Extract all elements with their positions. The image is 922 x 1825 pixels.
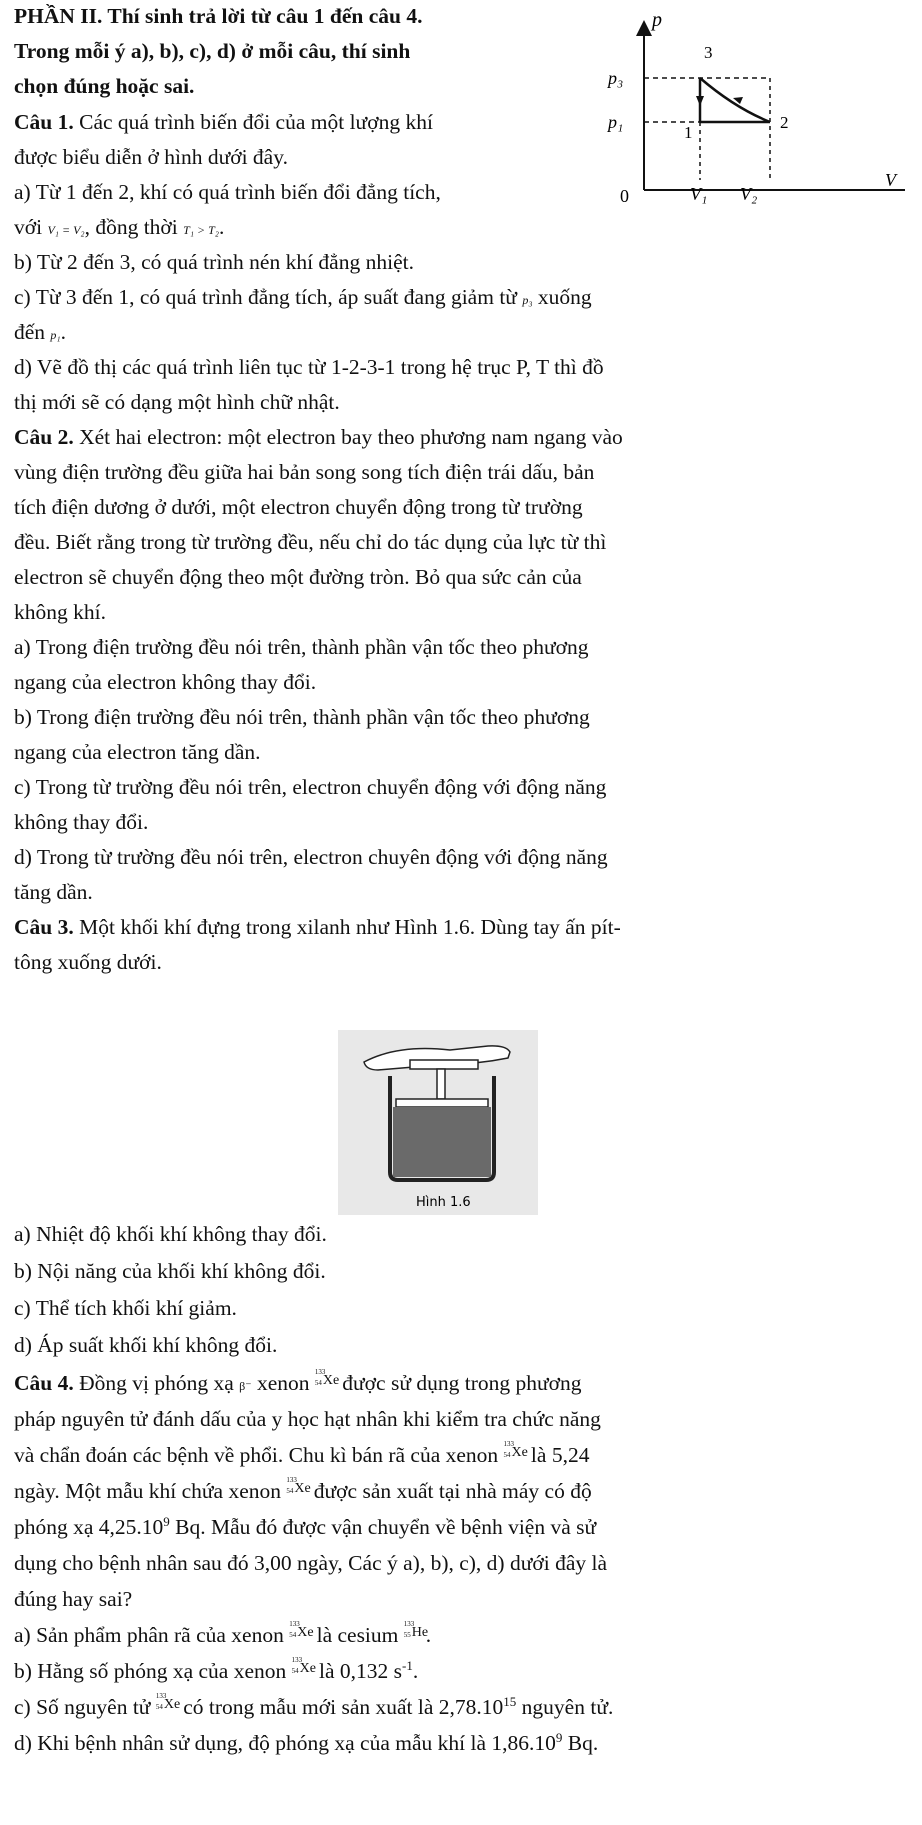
- pv-diagram: [600, 0, 918, 210]
- piston-handle-icon: [410, 1060, 478, 1069]
- q1-stem-line-2: được biểu diễn ở hình dưới đây.: [14, 145, 288, 169]
- q1-option-a-line-1: a) Từ 1 đến 2, khí có quá trình biến đổi đẳng tích,: [14, 180, 441, 204]
- q2-option-b-line-1: b) Trong điện trường đều nói trên, thành phần vận tốc theo phương: [14, 705, 590, 729]
- cylinder-figure: [338, 1030, 538, 1215]
- q1-stem-line-1: Câu 1. Các quá trình biến đổi của một lượng khí: [14, 110, 433, 134]
- q3-option-b: b) Nội năng của khối khí không đổi.: [14, 1259, 326, 1283]
- p1-label: p₁: [608, 112, 624, 132]
- q2-option-d-line-2: tăng dần.: [14, 880, 93, 904]
- q3-label: Câu 3.: [14, 915, 74, 939]
- xenon-isotope: 133 54 Xe: [286, 1476, 311, 1496]
- q1-option-c-line-2: đến p₁.: [14, 320, 66, 344]
- q3-option-c: c) Thể tích khối khí giảm.: [14, 1296, 237, 1320]
- axis-v-label: V: [885, 170, 896, 190]
- q2-label: Câu 2.: [14, 425, 74, 449]
- section-header-line-3: chọn đúng hoặc sai.: [14, 74, 195, 98]
- q1-option-d-line-1: d) Vẽ đồ thị các quá trình liên tục từ 1-2-3-1 trong hệ trục P, T thì đồ: [14, 355, 604, 379]
- q4-stem-line-3: và chẩn đoán các bệnh về phổi. Chu kì bán rã của xenon 133 54 Xe là 5,24: [14, 1440, 590, 1467]
- piston-rod-icon: [437, 1069, 445, 1099]
- section-header-line-2: Trong mỗi ý a), b), c), d) ở mỗi câu, thí sinh: [14, 39, 411, 63]
- q3-option-d: d) Áp suất khối khí không đổi.: [14, 1333, 278, 1357]
- point-1-label: 1: [684, 123, 693, 142]
- v2-label: V₂: [740, 184, 758, 204]
- helium-isotope: 133 55 He: [403, 1620, 429, 1640]
- q2-option-c-line-1: c) Trong từ trường đều nói trên, electron chuyển động với động năng: [14, 775, 607, 799]
- process-2-3: [700, 78, 770, 122]
- q4-stem-line-5: phóng xạ 4,25.10$^9$ Bq. Mẫu đó được vận chuyển về bệnh viện và sử: [14, 1513, 597, 1539]
- q2-stem-line-3: tích điện dương ở dưới, một electron chuyển động trong từ trường: [14, 495, 583, 519]
- section-header-line-1: PHẦN II. Thí sinh trả lời từ câu 1 đến câu 4.: [14, 4, 423, 28]
- q1-option-c-line-1: c) Từ 3 đến 1, có quá trình đẳng tích, áp suất đang giảm từ p₃ xuống: [14, 285, 592, 309]
- point-3-label: 3: [704, 43, 713, 62]
- q2-stem-line-4: đều. Biết rằng trong từ trường đều, nếu chỉ do tác dụng của lực từ thì: [14, 530, 607, 554]
- q4-stem-line-1: Câu 4. Đồng vị phóng xạ β⁻ xenon 133 54 Xe được sử dụng trong phương: [14, 1368, 582, 1395]
- q2-option-d-line-1: d) Trong từ trường đều nói trên, electron chuyên động với động năng: [14, 845, 608, 869]
- q3-stem-line-2: tông xuống dưới.: [14, 950, 162, 974]
- q2-stem-line-1: Câu 2. Xét hai electron: một electron bay theo phương nam ngang vào: [14, 425, 623, 449]
- q4-option-d: d) Khi bệnh nhân sử dụng, độ phóng xạ của mẫu khí là 1,86.10$^9$ Bq.: [14, 1729, 599, 1755]
- v1-label: V₁: [690, 184, 708, 204]
- q2-option-a-line-2: ngang của electron không thay đổi.: [14, 670, 317, 694]
- q2-option-b-line-2: ngang của electron tăng dần.: [14, 740, 261, 764]
- figure-caption: Hình 1.6: [416, 1195, 471, 1210]
- xenon-isotope: 133 54 Xe: [291, 1656, 316, 1676]
- p3-label: p₃: [608, 68, 624, 88]
- q4-stem-line-2: pháp nguyên tử đánh dấu của y học hạt nhân khi kiểm tra chức năng: [14, 1407, 601, 1431]
- q1-option-b: b) Từ 2 đến 3, có quá trình nén khí đẳng nhiệt.: [14, 250, 414, 274]
- q1-label: Câu 1.: [14, 110, 74, 134]
- q2-option-c-line-2: không thay đổi.: [14, 810, 149, 834]
- q3-stem-line-1: Câu 3. Một khối khí đựng trong xilanh như Hình 1.6. Dùng tay ấn pít-: [14, 915, 621, 939]
- xenon-isotope: 133 54 Xe: [314, 1368, 340, 1388]
- q4-label: Câu 4.: [14, 1371, 74, 1395]
- math-v1-eq-v2: V₁ = V₂: [47, 223, 85, 237]
- q1-option-d-line-2: thị mới sẽ có dạng một hình chữ nhật.: [14, 390, 340, 414]
- point-2-label: 2: [780, 113, 789, 132]
- q2-stem-line-6: không khí.: [14, 600, 106, 624]
- xenon-isotope: 133 54 Xe: [289, 1620, 314, 1640]
- origin-label: 0: [620, 186, 629, 206]
- q2-stem-line-2: vùng điện trường đều giữa hai bản song song tích điện trái dấu, bản: [14, 460, 595, 484]
- piston-icon: [396, 1099, 488, 1107]
- q2-stem-line-5: electron sẽ chuyển động theo một đường tròn. Bỏ qua sức cản của: [14, 565, 582, 589]
- q3-option-a: a) Nhiệt độ khối khí không thay đổi.: [14, 1222, 327, 1246]
- q4-stem-line-4: ngày. Một mẫu khí chứa xenon 133 54 Xe được sản xuất tại nhà máy có độ: [14, 1476, 592, 1503]
- q4-option-a: a) Sản phẩm phân rã của xenon 133 54 Xe là cesium 133 55 He .: [14, 1620, 432, 1647]
- beta-minus-symbol: β⁻: [239, 1379, 252, 1393]
- q4-option-b: b) Hằng số phóng xạ của xenon 133 54 Xe là 0,132 $s^{-1}$.: [14, 1656, 419, 1683]
- math-t1-gt-t2: T₁ > T₂: [183, 223, 219, 237]
- q4-stem-line-6: dụng cho bệnh nhân sau đó 3,00 ngày, Các ý a), b), c), d) dưới đây là: [14, 1551, 608, 1575]
- q1-option-a-line-2: với V₁ = V₂, đồng thời T₁ > T₂.: [14, 215, 225, 239]
- q4-stem-line-7: đúng hay sai?: [14, 1587, 133, 1611]
- gas-region-icon: [393, 1107, 491, 1177]
- q4-option-c: c) Số nguyên tử 133 54 Xe có trong mẫu mới sản xuất là 2,78.10$^{15}$ nguyên tử.: [14, 1692, 614, 1719]
- axis-p-label: p: [652, 9, 662, 31]
- xenon-isotope: 133 54 Xe: [155, 1692, 181, 1712]
- q2-option-a-line-1: a) Trong điện trường đều nói trên, thành phần vận tốc theo phương: [14, 635, 589, 659]
- xenon-isotope: 133 54 Xe: [503, 1440, 528, 1460]
